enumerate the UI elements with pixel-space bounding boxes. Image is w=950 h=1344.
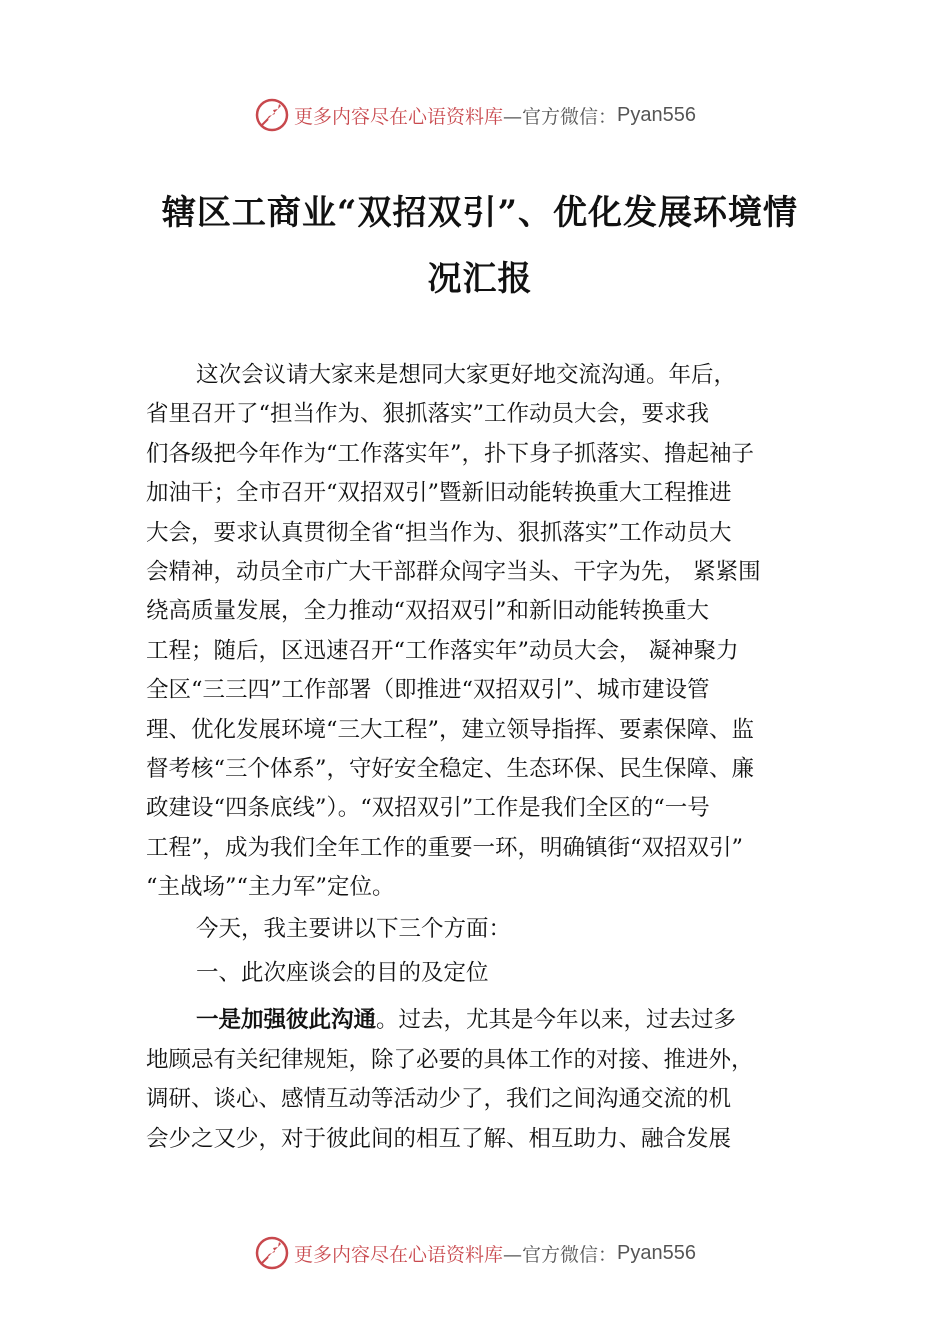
paragraph-2: 今天，我主要讲以下三个方面： [196, 916, 512, 943]
quill-pen-logo [254, 97, 290, 133]
paragraph-line: 绕高质量发展，全力推动“双招双引”和新旧动能转换重大 [146, 598, 710, 625]
paragraph-line: 理、优化发展环境“三大工程”，建立领导指挥、要素保障、监 [146, 716, 755, 743]
paragraph-line: 会少之又少，对于彼此间的相互了解、相互助力、融合发展 [146, 1125, 732, 1152]
point-1-lead: 一是加强彼此沟通 [196, 1007, 377, 1034]
paragraph-line: 省里召开了“担当作为、狠抓落实”工作动员大会，要求我 [146, 401, 710, 428]
point-1-rest: 。过去，尤其是今年以来，过去过多 [376, 1007, 737, 1034]
banner-wechat-id: Pyan556 [617, 1241, 696, 1264]
paragraph-line: 督考核“三个体系”，守好安全稳定、生态环保、民生保障、廉 [146, 755, 755, 782]
banner-text: 更多内容尽在心语资料库 [294, 1243, 504, 1266]
title-line-2: 况汇报 [427, 259, 533, 299]
paragraph-line: 会精神，动员全市广大干部群众闯字当头、干字为先， 紧紧围 [146, 558, 761, 585]
paragraph-line: 加油干；全市召开“双招双引”暨新旧动能转换重大工程推进 [146, 480, 732, 507]
paragraph-line: 地顾忌有关纪律规矩，除了必要的具体工作的对接、推进外， [146, 1046, 754, 1073]
paragraph-1 [146, 356, 826, 907]
point-1-first-line [146, 1001, 826, 1040]
paragraph-line: 工程；随后，区迅速召开“工作落实年”动员大会， 凝神聚力 [146, 637, 739, 664]
paragraph-line: 这次会议请大家来是想同大家更好地交流沟通。年后， [196, 362, 737, 388]
header-banner [0, 95, 950, 135]
title-line-1: 辖区工商业“双招双引”、优化发展环境情 [161, 193, 799, 233]
paragraph-line: 大会，要求认真贯彻全省“担当作为、狠抓落实”工作动员大 [146, 519, 732, 546]
point-1 [146, 1001, 826, 1159]
footer-banner [0, 1233, 950, 1273]
quill-pen-logo [254, 1235, 290, 1271]
paragraph-line: 政建设“四条底线”）。“双招双引”工作是我们全区的“一号 [146, 795, 710, 822]
paragraph-line: 工程”，成为我们全年工作的重要一环，明确镇街“双招双引” [146, 834, 744, 861]
banner-text: 更多内容尽在心语资料库 [294, 105, 504, 128]
banner-suffix: —官方微信： [503, 105, 618, 128]
paragraph-line: 调研、谈心、感情互动等活动少了，我们之间沟通交流的机 [146, 1086, 732, 1113]
document-title [150, 180, 810, 312]
paragraph-line: 全区“三三四”工作部署（即推进“双招双引”、城市建设管 [146, 677, 710, 704]
banner-wechat-id: Pyan556 [617, 103, 696, 126]
paragraph-line: 们各级把今年作为“工作落实年”，扑下身子抓落实、撸起袖子 [146, 440, 755, 467]
document-body [146, 356, 826, 1159]
section-heading: 一、此次座谈会的目的及定位 [196, 960, 489, 987]
banner-suffix: —官方微信： [503, 1243, 618, 1266]
paragraph-line: “主战场”“主力军”定位。 [146, 874, 395, 901]
